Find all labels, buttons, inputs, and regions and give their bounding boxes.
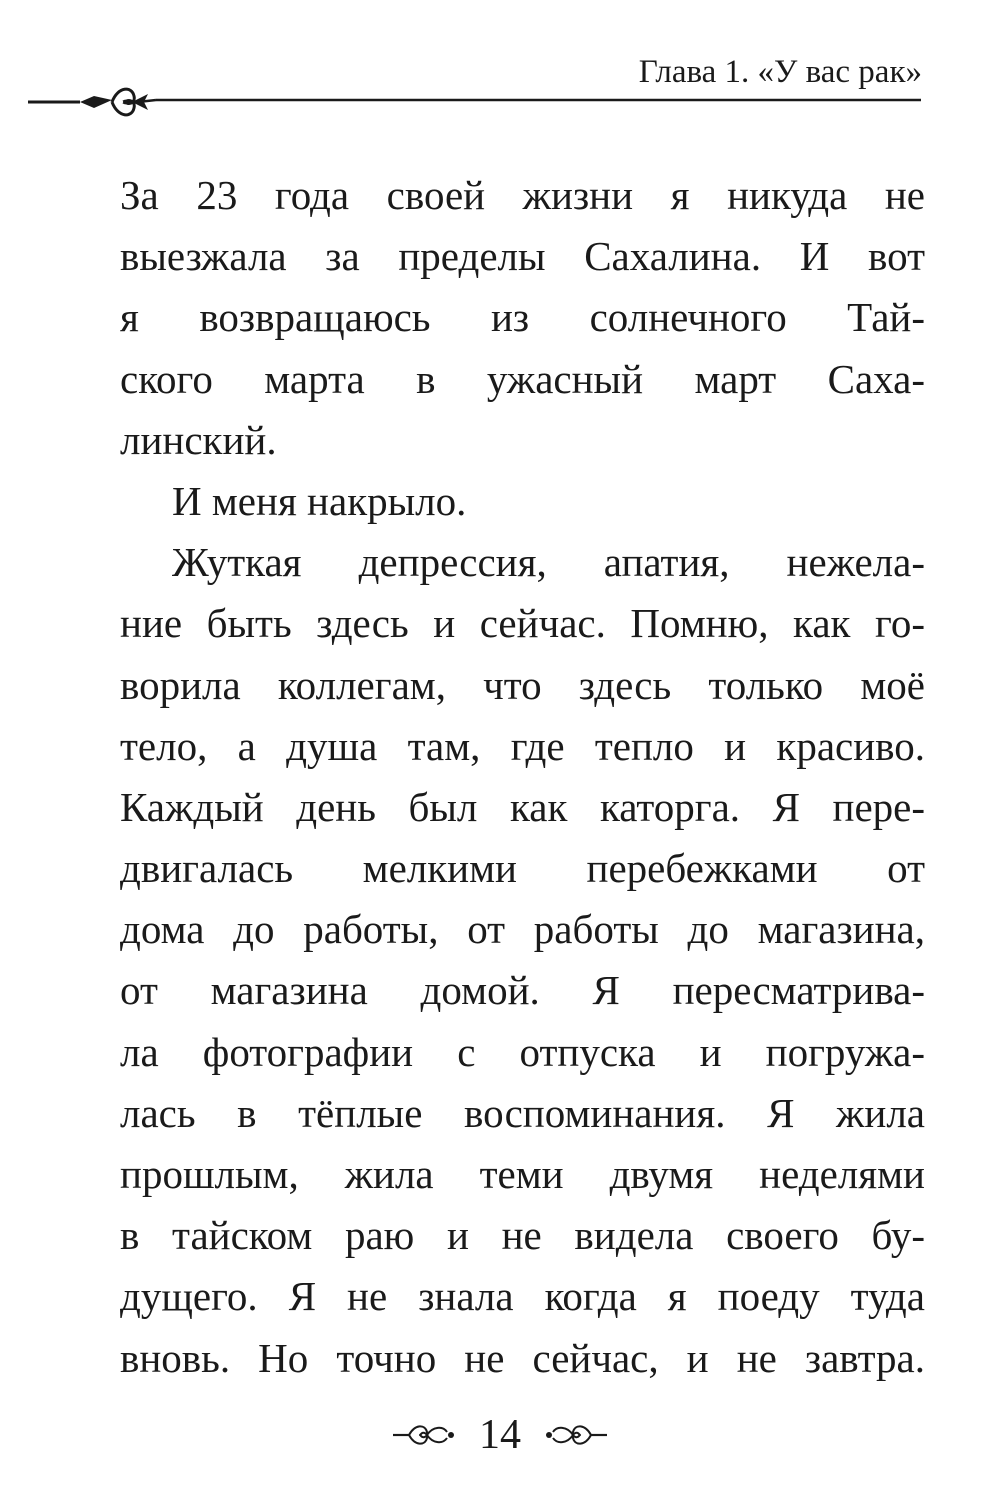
text-line: двигалась мелкими перебежками от: [120, 845, 925, 892]
text-line: ла фотографии с отпуска и погружа-: [120, 1028, 925, 1075]
body-text: [120, 165, 925, 1389]
text-line: тело, а душа там, где тепло и красиво.: [120, 722, 925, 769]
text-line: я возвращаюсь из солнечного Тай-: [120, 294, 925, 341]
flourish-right-icon: [539, 1420, 609, 1450]
text-line: прошлым, жила теми двумя неделями: [120, 1151, 925, 1197]
text-line: ние быть здесь и сейчас. Помню, как го-: [120, 600, 925, 647]
text-line: вновь. Но точно не сейчас, и не завтра.: [120, 1334, 925, 1381]
text-line: И меня накрыло.: [172, 477, 467, 524]
page-number: 14: [479, 1412, 521, 1458]
text-line: дущего. Я не знала когда я поеду туда: [120, 1273, 925, 1320]
text-line: ворила коллегам, что здесь только моё: [120, 661, 925, 708]
scroll-divider-icon: [28, 82, 928, 122]
text-line: дома до работы, от работы до магазина,: [120, 906, 925, 953]
running-title: Глава 1. «У вас рак»: [638, 54, 922, 90]
text-line: лась в тёплые воспоминания. Я жила: [120, 1089, 925, 1136]
text-line: в тайском раю и не видела своего бу-: [120, 1212, 925, 1259]
page-footer: [0, 1405, 1000, 1465]
text-line: линский.: [120, 416, 277, 463]
text-line: Каждый день был как каторга. Я пере-: [120, 783, 925, 830]
text-line: выезжала за пределы Сахалина. И вот: [120, 233, 925, 280]
text-line: от магазина домой. Я пересматрива-: [120, 967, 925, 1014]
text-line: Жуткая депрессия, апатия, нежела-: [172, 539, 925, 586]
text-line: ского марта в ужасный март Саха-: [120, 355, 925, 402]
text-line: За 23 года своей жизни я никуда не: [120, 172, 925, 218]
flourish-left-icon: [391, 1420, 461, 1450]
